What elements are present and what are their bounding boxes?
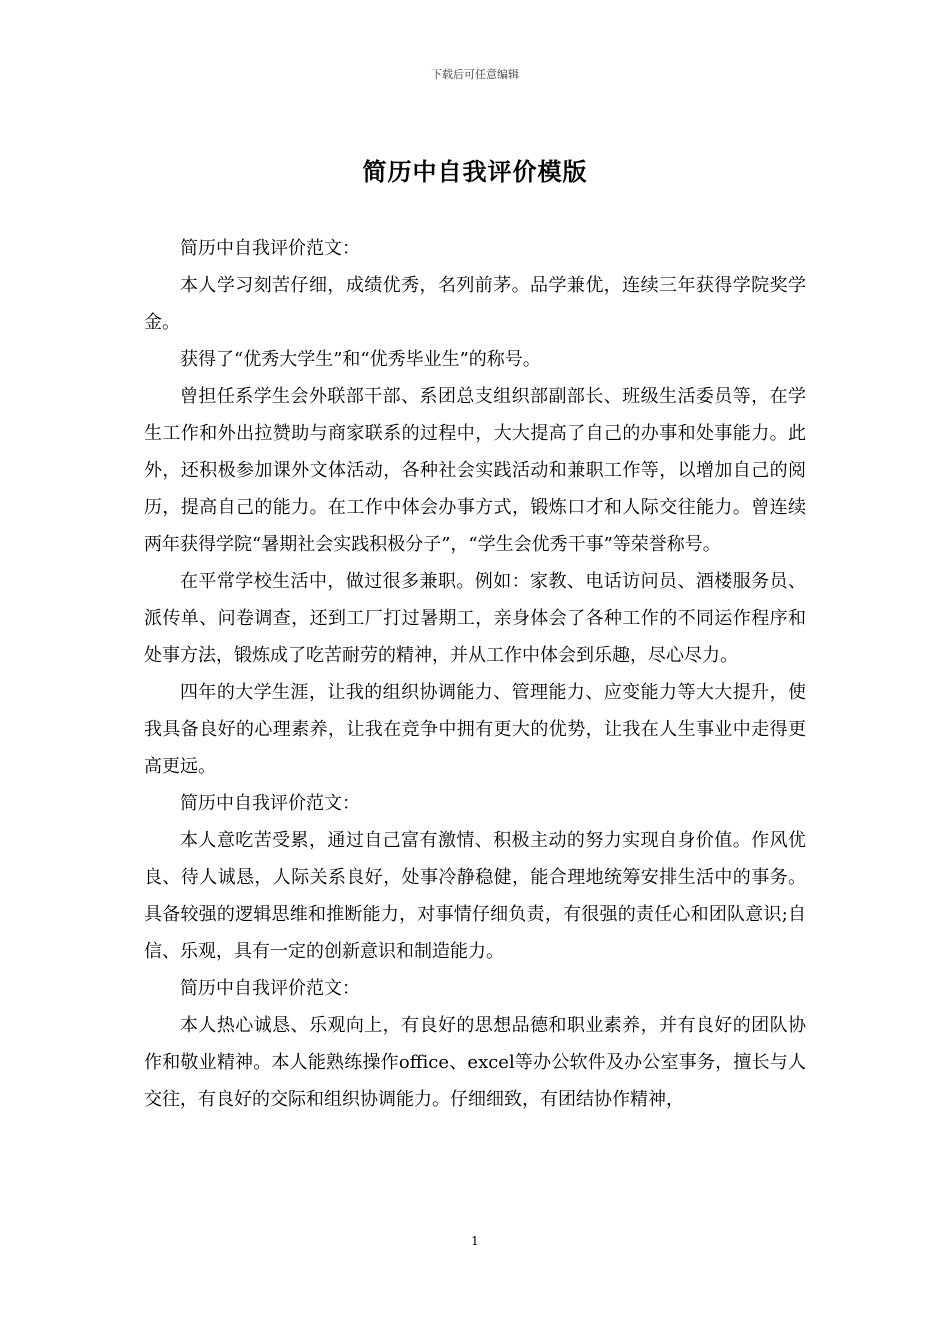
paragraph-part-time-jobs: 在平常学校生活中，做过很多兼职。例如：家教、电话访问员、酒楼服务员、派传单、问卷调查，还到工厂打过暑期工，亲身体会了各种工作的不同运作程序和处事方法，锻炼成了吃苦耐劳的精神，并从工作中体会到乐趣，尽心尽力。 — [144, 571, 806, 666]
paragraph-section-heading-2: 简历中自我评价范文： — [180, 793, 360, 814]
paragraph-university-summary: 四年的大学生涯，让我的组织协调能力、管理能力、应变能力等大大提升，使我具备良好的心理素养，让我在竞争中拥有更大的优势，让我在人生事业中走得更高更远。 — [144, 682, 806, 777]
paragraph-student-union: 曾担任系学生会外联部干部、系团总支组织部副部长、班级生活委员等，在学生工作和外出拉赞助与商家联系的过程中，大大提高了自己的办事和处事能力。此外，还积极参加课外文体活动，各种社会实践活动和兼职工作等，以增加自己的阅历，提高自己的能力。在工作中体会办事方式，锻炼口才和人际交往能力。曾连续两年获得学院“暑期社会实践积极分子”，“学生会优秀干事”等荣誉称号。 — [144, 386, 806, 555]
paragraph-skills: 本人热心诚恳、乐观向上，有良好的思想品德和职业素养，并有良好的团队协作和敬业精神。本人能熟练操作office、excel等办公软件及办公室事务，擅长与人交往，有良好的交际和组织协调能力。仔细细致，有团结协作精神， — [144, 1015, 806, 1110]
document-body — [144, 230, 806, 1118]
header-note: 下载后可任意编辑 — [431, 68, 519, 81]
page-number: 1 — [471, 1234, 479, 1248]
paragraph-section-heading-1: 简历中自我评价范文： — [180, 238, 360, 259]
paragraph-honors: 获得了“优秀大学生”和“优秀毕业生”的称号。 — [180, 349, 541, 370]
document-title: 简历中自我评价模版 — [362, 157, 588, 186]
paragraph-section-heading-3: 简历中自我评价范文： — [180, 978, 360, 999]
paragraph-study-performance: 本人学习刻苦仔细，成绩优秀，名列前茅。品学兼优，连续三年获得学院奖学金。 — [144, 275, 806, 333]
paragraph-work-attitude: 本人意吃苦受累，通过自己富有激情、积极主动的努力实现自身价值。作风优良、待人诚恳，人际关系良好，处事冷静稳健，能合理地统筹安排生活中的事务。具备较强的逻辑思维和推断能力，对事情仔细负责，有很强的责任心和团队意识;自信、乐观，具有一定的创新意识和制造能力。 — [144, 830, 806, 962]
